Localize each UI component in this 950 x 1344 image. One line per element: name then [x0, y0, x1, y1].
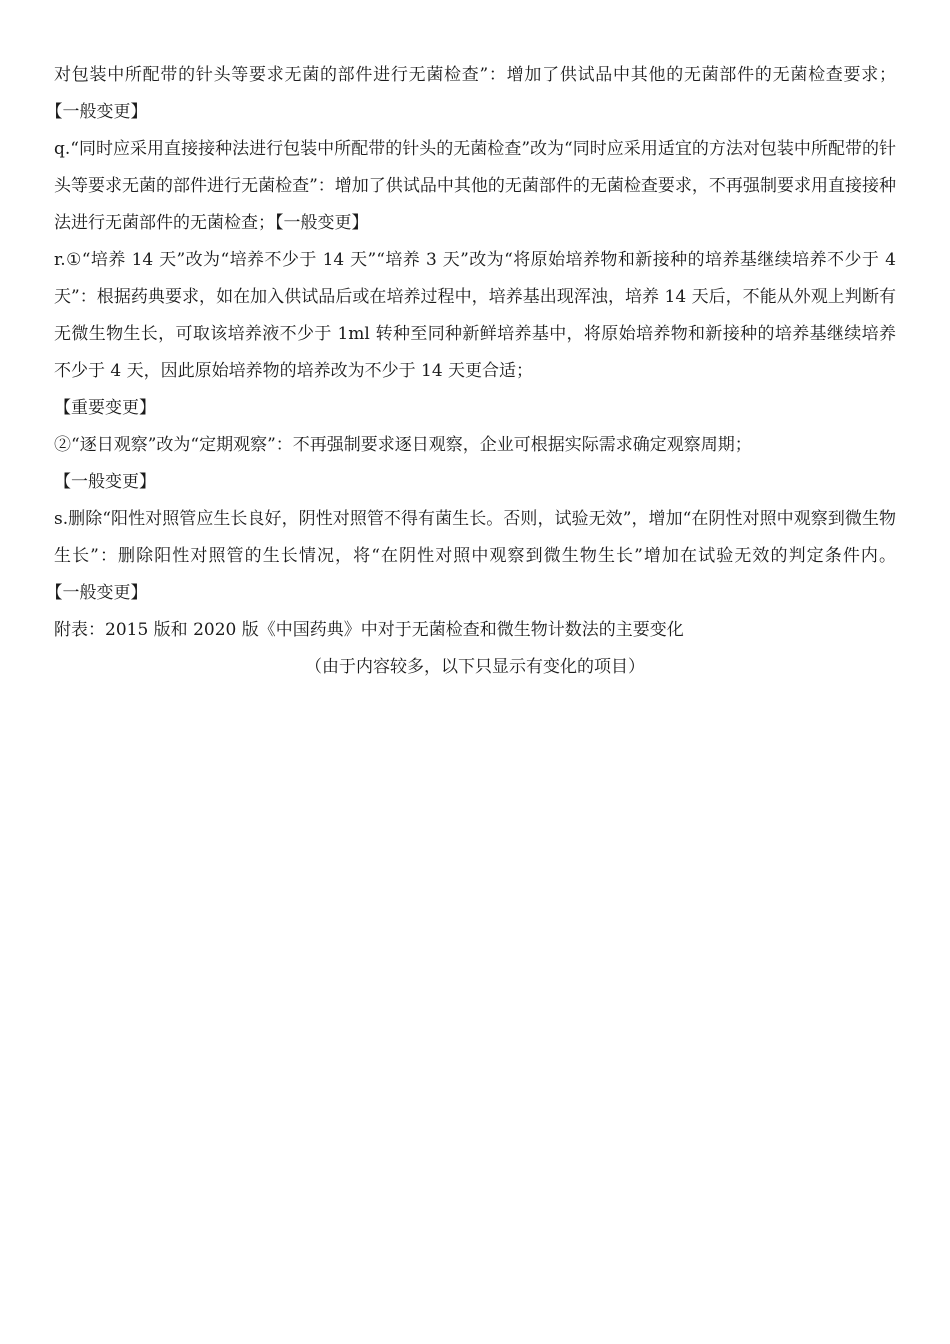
appendix-title: 附表：2015 版和 2020 版《中国药典》中对于无菌检查和微生物计数法的主要变化 — [54, 620, 684, 640]
change-level-tag: 【一般变更】 — [54, 472, 156, 492]
paragraph-text: r.①“培养 14 天”改为“培养不少于 14 天”“培养 3 天”改为“将原始培养物和新接种的培养基继续培养不少于 4 天”：根据药典要求，如在加入供试品后或在培养过程中，培养基出现浑浊，培养 14 天后，不能从外观上判断有无微生物生长，可取该培养液不少于 1ml 转种至同种新鲜培养基中，将原始培养物和新接种的培养基继续培养不少于 4 天，因此原始培养物的培养改为不少于 14 天更合适； — [54, 250, 896, 381]
paragraph-text: 对包装中所配带的针头等要求无菌的部件进行无菌检查”：增加了供试品中其他的无菌部件的无菌检查要求； — [54, 65, 896, 85]
change-level-tag: 【一般变更】 — [54, 102, 148, 122]
paragraph-continued — [54, 57, 896, 131]
paragraph-item-r2 — [54, 427, 896, 501]
paragraph-text: s.删除“阳性对照管应生长良好，阴性对照管不得有菌生长。否则，试验无效”，增加“在阴性对照中观察到微生物生长”：删除阳性对照管的生长情况，将“在阴性对照中观察到微生物生长”增加在试验无效的判定条件内。 — [54, 509, 896, 566]
document-page — [54, 57, 896, 686]
change-level-tag: 【一般变更】 — [275, 213, 369, 233]
paragraph-item-s — [54, 501, 896, 612]
appendix-note: （由于内容较多，以下只显示有变化的项目） — [305, 657, 645, 677]
change-level-tag: 【一般变更】 — [54, 583, 148, 603]
paragraph-item-r1 — [54, 242, 896, 427]
paragraph-item-q — [54, 131, 896, 242]
change-level-tag: 【重要变更】 — [54, 398, 156, 418]
paragraph-text: q.“同时应采用直接接种法进行包装中所配带的针头的无菌检查”改为“同时应采用适宜的方法对包装中所配带的针头等要求无菌的部件进行无菌检查”：增加了供试品中其他的无菌部件的无菌检查要求，不再强制要求用直接接种法进行无菌部件的无菌检查； — [54, 139, 896, 233]
paragraph-text: ②“逐日观察”改为“定期观察”：不再强制要求逐日观察，企业可根据实际需求确定观察周期； — [54, 435, 752, 455]
